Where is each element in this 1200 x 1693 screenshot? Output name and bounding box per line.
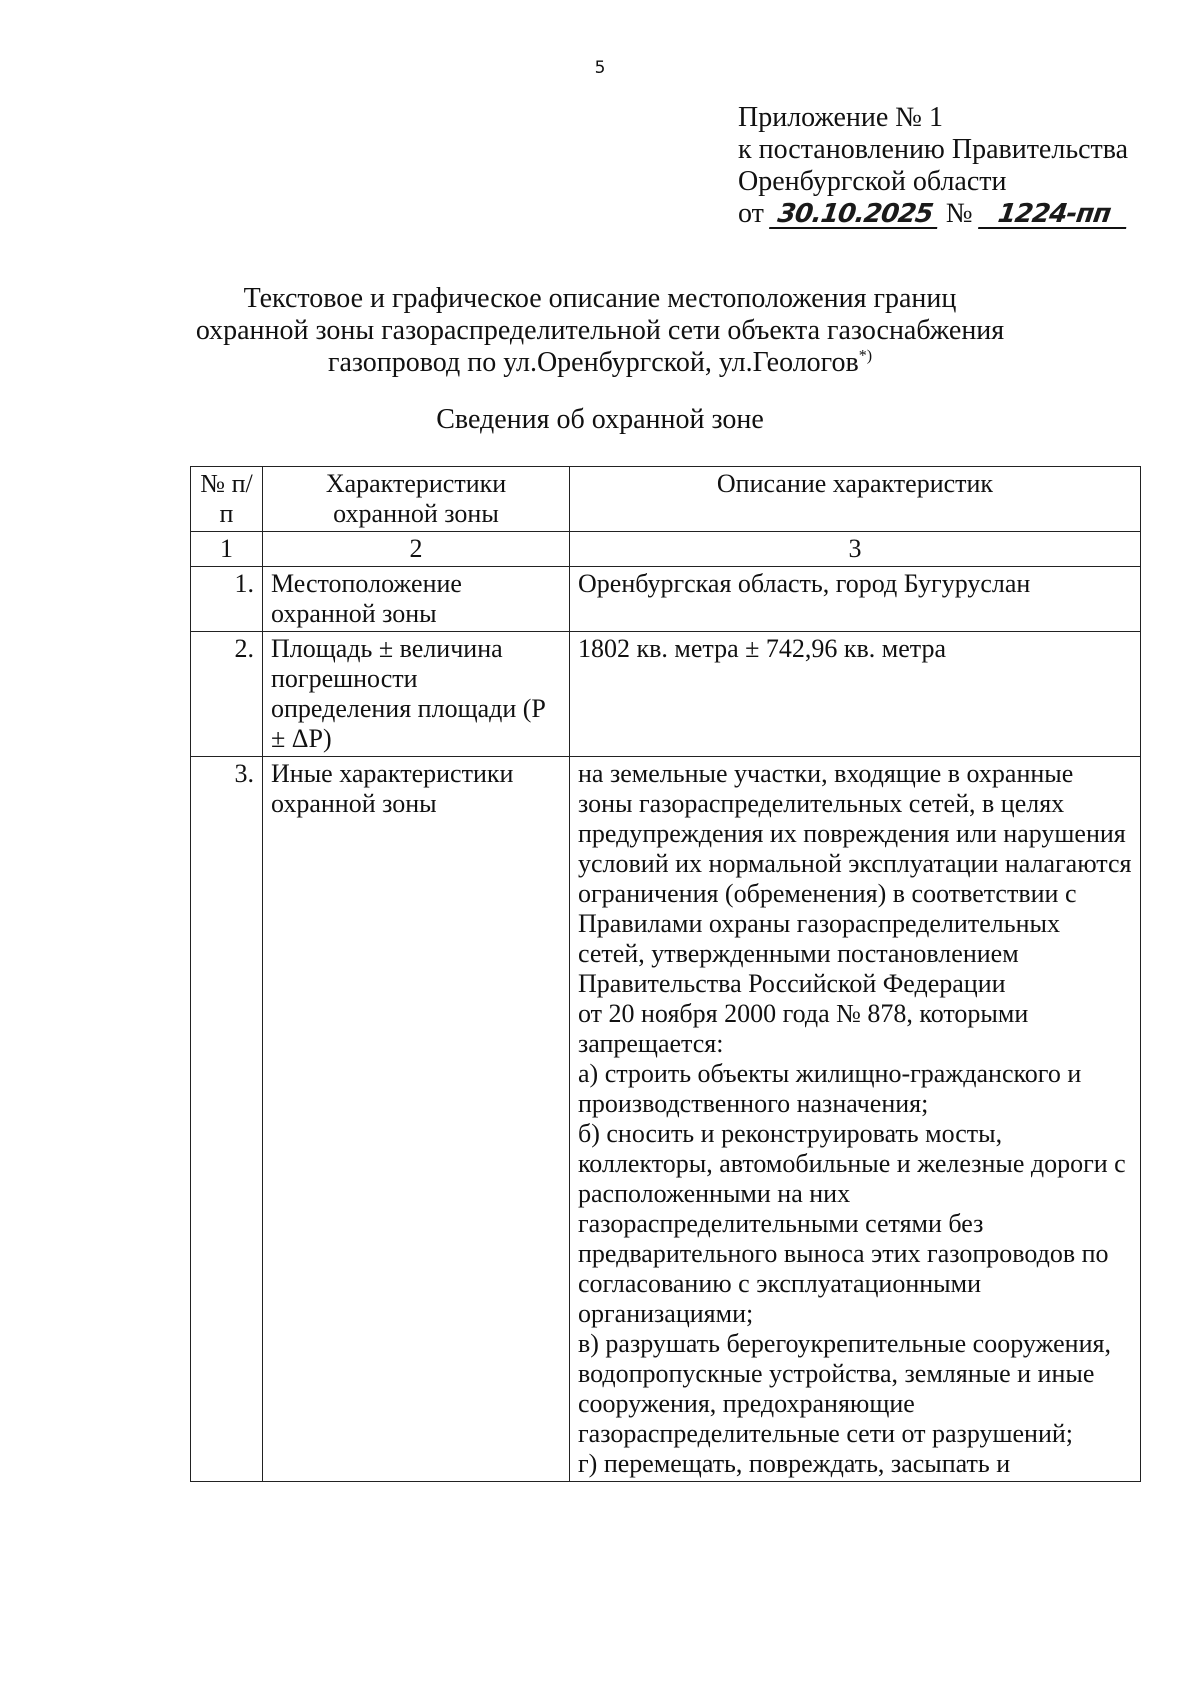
table-row (191, 632, 1141, 757)
title-line-3 (0, 347, 1200, 379)
description-paragraph: в) разрушать берегоукрепительные сооружения, водопропускные устройства, земляные и иные сооружения, предохраняющие газораспределительные сети от разрушений; (578, 1329, 1111, 1448)
title-line-2: охранной зоны газораспределительной сети объекта газоснабжения (195, 315, 1005, 346)
description-paragraph: от 20 ноября 2000 года № 878, которыми запрещается: (578, 999, 1029, 1058)
header-number: № п/п (191, 467, 263, 532)
appendix-line-3: Оренбургской области (738, 166, 1007, 197)
handwritten-number: 1224-пп (978, 201, 1130, 229)
from-label: от (738, 198, 764, 229)
row-number: 2. (191, 632, 263, 757)
row-description (570, 632, 1141, 757)
number-label: № (945, 198, 973, 229)
title-line-3-text: газопровод по ул.Оренбургской, ул.Геологов (327, 347, 859, 378)
header-characteristics: Характеристики охранной зоны (263, 467, 570, 532)
appendix-block (738, 102, 1128, 230)
row-characteristic: Площадь ± величина погрешности определения площади (P ± ΔP) (263, 632, 570, 757)
handwritten-date: 30.10.2025 (769, 201, 941, 229)
row-characteristic: Иные характеристики охранной зоны (263, 757, 570, 1482)
table-row (191, 567, 1141, 632)
row-description (570, 757, 1141, 1482)
description-paragraph: б) сносить и реконструировать мосты, коллекторы, автомобильные и железные дороги с расположенными на них газораспределительными сетями без предварительного выноса этих газопроводов по согласованию с эксплуатационными организациями; (578, 1119, 1126, 1328)
description-paragraph: г) перемещать, повреждать, засыпать и (578, 1449, 1011, 1478)
table-header-row (191, 467, 1141, 532)
description-paragraph: на земельные участки, входящие в охранные зоны газораспределительных сетей, в целях предупреждения их повреждения или нарушения условий их нормальной эксплуатации налагаются ограничения (обременения) в соответствии с Правилами охраны газораспределительных сетей, утвержденными постановлением Правительства Российской Федерации (578, 759, 1132, 998)
row-number: 1. (191, 567, 263, 632)
protection-zone-table (190, 466, 1141, 1482)
description-paragraph: 1802 кв. метра ± 742,96 кв. метра (578, 634, 947, 663)
index-cell-3: 3 (570, 532, 1141, 567)
header-description: Описание характеристик (570, 467, 1141, 532)
index-cell-2: 2 (263, 532, 570, 567)
appendix-date-line (738, 198, 1128, 230)
row-number: 3. (191, 757, 263, 1482)
title-line-1: Текстовое и графическое описание местоположения границ (243, 283, 957, 314)
page-number: 5 (594, 58, 606, 78)
description-paragraph: Оренбургская область, город Бугуруслан (578, 569, 1031, 598)
document-title (0, 283, 1200, 379)
appendix-title: Приложение № 1 (738, 102, 943, 133)
description-paragraph: а) строить объекты жилищно-гражданского и производственного назначения; (578, 1059, 1082, 1118)
footnote-mark: *) (858, 347, 873, 365)
index-cell-1: 1 (191, 532, 263, 567)
table-index-row (191, 532, 1141, 567)
row-description (570, 567, 1141, 632)
appendix-line-2: к постановлению Правительства (738, 134, 1129, 165)
table-row (191, 757, 1141, 1482)
section-title: Сведения об охранной зоне (436, 404, 764, 435)
row-characteristic: Местоположение охранной зоны (263, 567, 570, 632)
